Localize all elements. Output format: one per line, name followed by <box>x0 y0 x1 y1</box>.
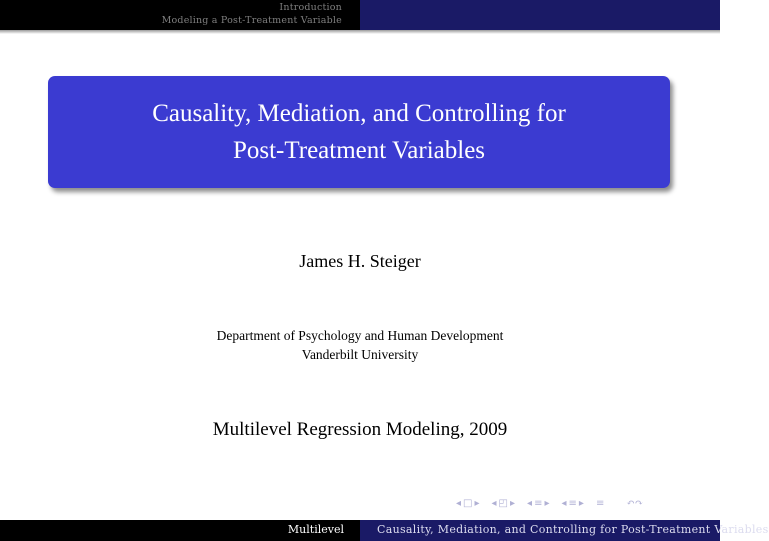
title-line-1: Causality, Mediation, and Controlling for <box>152 100 566 127</box>
header-nav-bar <box>0 0 720 30</box>
nav-left-arrow-icon[interactable]: ◂ <box>527 498 533 509</box>
footer-author-box <box>0 520 360 541</box>
nav-section-introduction[interactable]: Introduction <box>279 2 342 13</box>
nav-right-arrow-icon[interactable]: ▸ <box>510 498 516 509</box>
nav-section-modeling[interactable]: Modeling a Post-Treatment Variable <box>161 15 342 26</box>
footer-title-box <box>360 520 769 541</box>
nav-left-arrow-icon[interactable]: ◂ <box>456 498 462 509</box>
slide-title <box>79 95 639 169</box>
presentation-date: Multilevel Regression Modeling, 2009 <box>212 419 508 440</box>
nav-left-arrow-icon[interactable]: ◂ <box>491 498 497 509</box>
institute-university: Vanderbilt University <box>301 347 419 362</box>
footer-bar <box>0 520 769 541</box>
beamer-navigation-symbols <box>456 497 643 511</box>
institute-department: Department of Psychology and Human Development <box>216 328 504 343</box>
header-subsection-area <box>360 0 720 30</box>
nav-frame-icon[interactable]: □ <box>463 498 473 509</box>
footer-short-title: Causality, Mediation, and Controlling for Post-Treatment Variables <box>377 523 769 536</box>
nav-section-icon[interactable]: ≡ <box>534 498 543 509</box>
title-line-2: Post-Treatment Variables <box>232 137 486 164</box>
title-block <box>48 76 670 188</box>
nav-document-icon[interactable]: ≡ <box>568 498 577 509</box>
nav-right-arrow-icon[interactable]: ▸ <box>544 498 550 509</box>
header-shadow <box>0 30 720 34</box>
nav-right-arrow-icon[interactable]: ▸ <box>474 498 480 509</box>
author-name: James H. Steiger <box>299 251 421 271</box>
footer-short-author: Multilevel <box>287 523 344 536</box>
nav-left-arrow-icon[interactable]: ◂ <box>561 498 567 509</box>
header-section-list <box>0 0 360 30</box>
nav-search-icon[interactable]: ↶↷ <box>626 498 644 509</box>
nav-right-arrow-icon[interactable]: ▸ <box>578 498 584 509</box>
nav-subsection-icon[interactable]: ◰ <box>498 498 508 509</box>
nav-appendix-icon[interactable]: ≡ <box>595 498 605 509</box>
